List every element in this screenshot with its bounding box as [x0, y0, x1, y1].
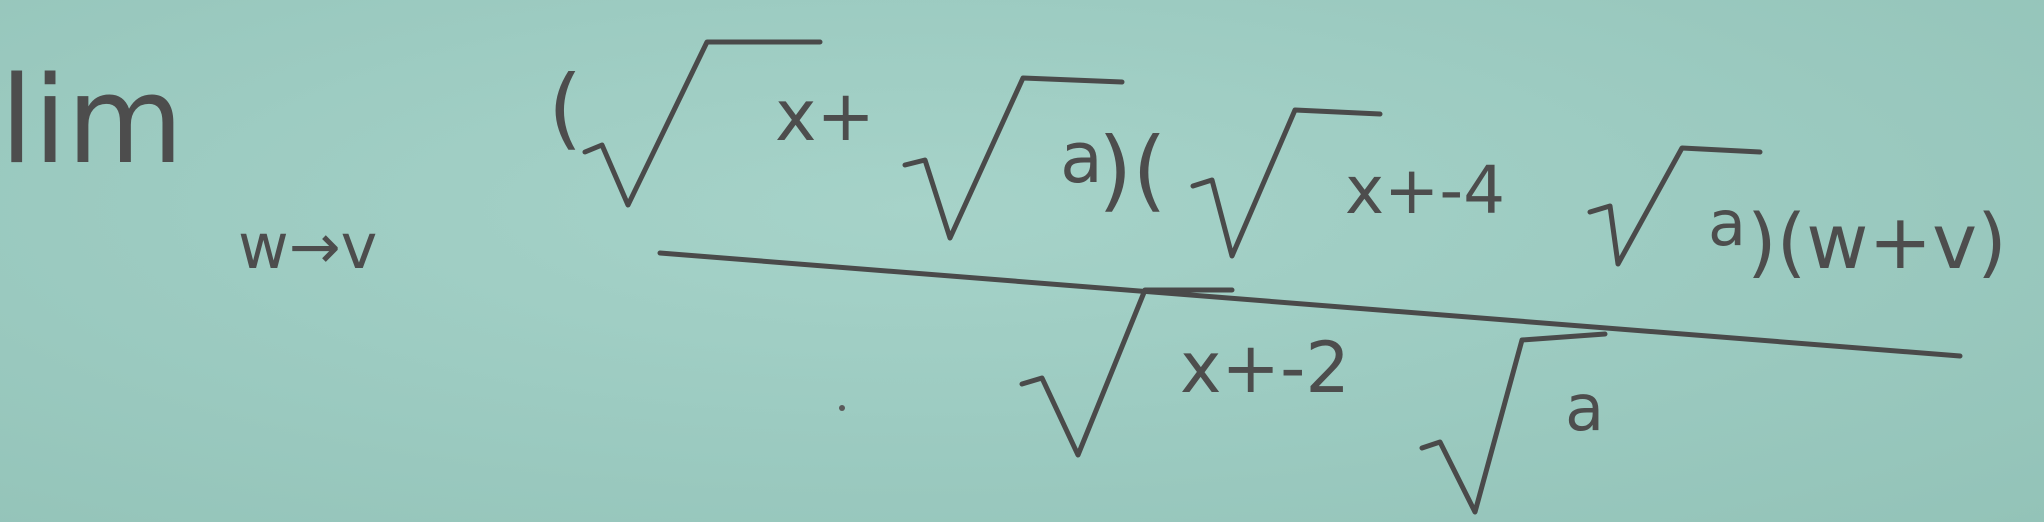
numerator-a-1: a — [1060, 117, 1103, 199]
lim-subscript: w→v — [238, 210, 378, 283]
lim-operator: lim — [0, 52, 184, 191]
numerator-a-2: a — [1708, 187, 1746, 260]
stray-ink-dot — [839, 405, 845, 411]
numerator-x-plus-minus-4: x+-4 — [1345, 152, 1506, 229]
denominator-a: a — [1565, 372, 1605, 446]
denominator-x-plus-minus-2: x+-2 — [1180, 327, 1350, 409]
numerator-open-paren: ( — [548, 56, 583, 159]
numerator-middle-parens: )( — [1098, 118, 1167, 221]
numerator-tail-factor: )(w+v) — [1747, 197, 2007, 286]
numerator-x-plus: x+ — [775, 75, 876, 157]
